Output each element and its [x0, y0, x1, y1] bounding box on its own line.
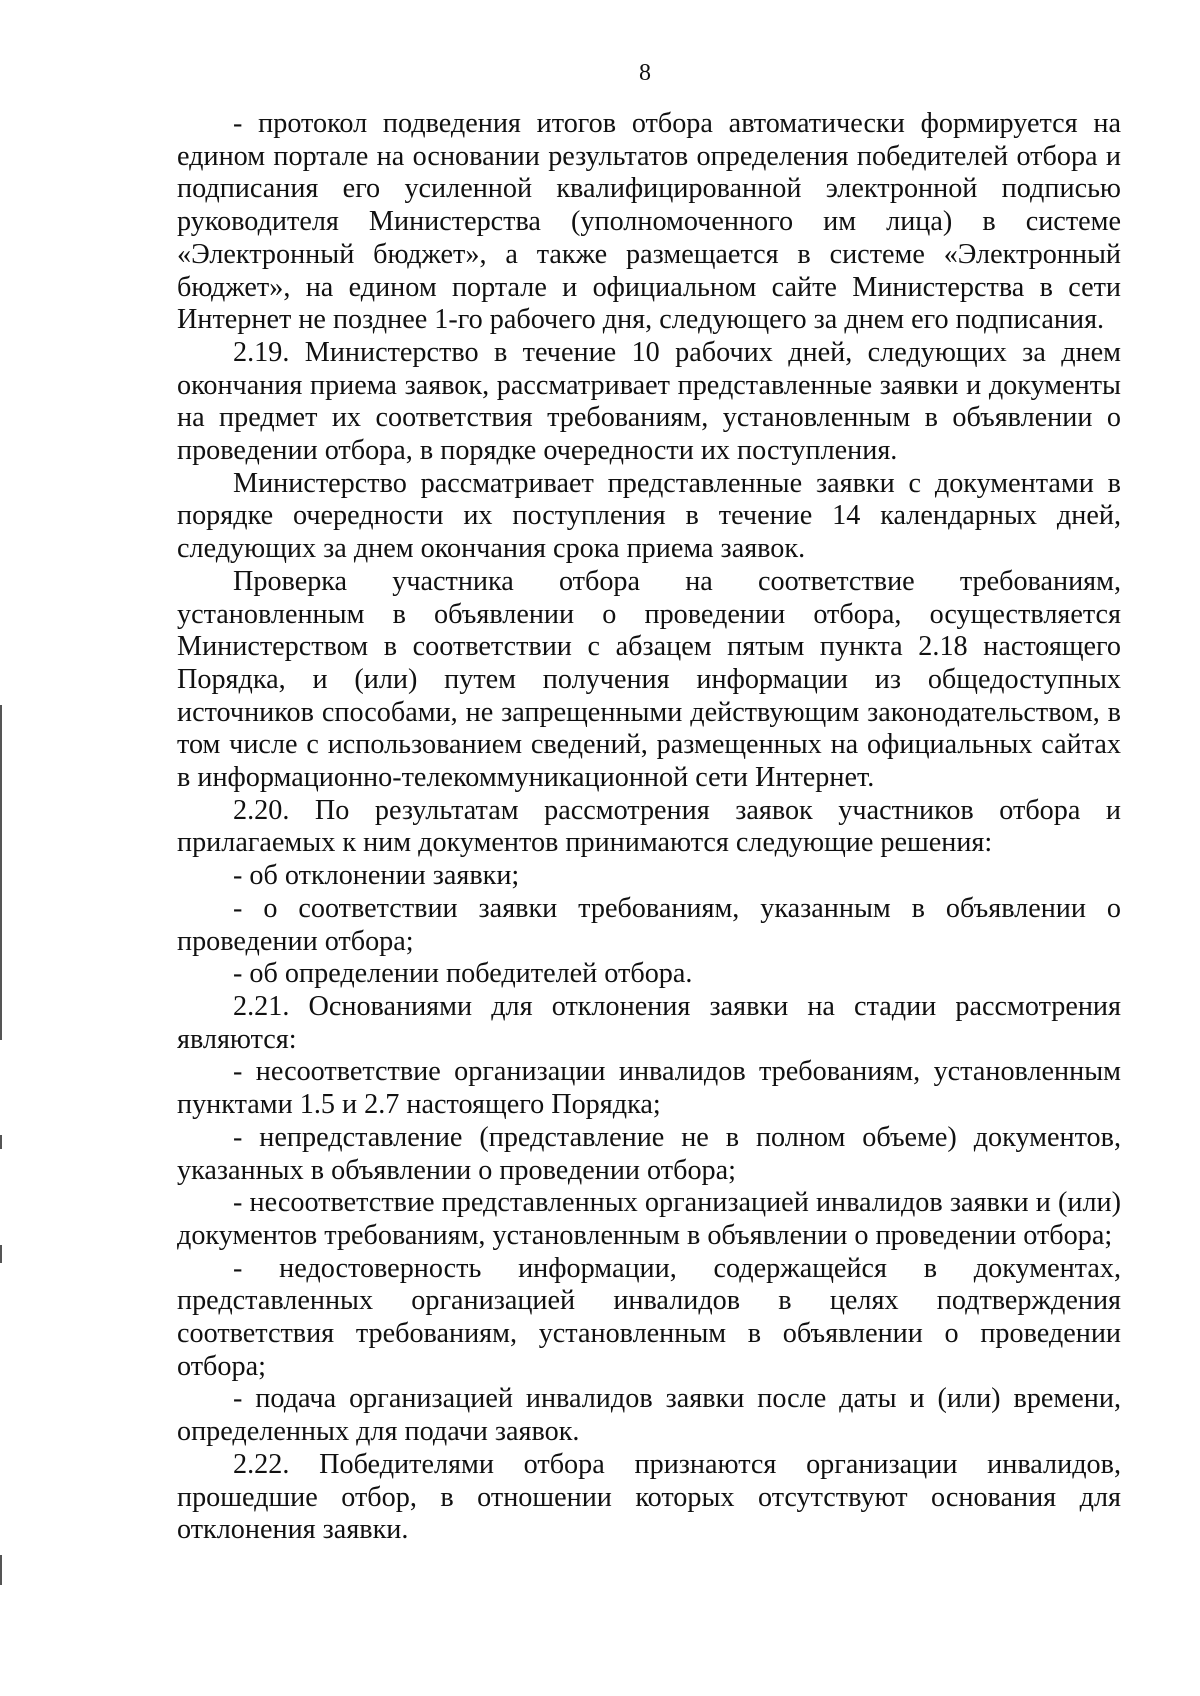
scan-edge-tick: [0, 1245, 2, 1263]
scan-edge-tick: [0, 1135, 2, 1149]
paragraph-2-21: 2.21. Основаниями для отклонения заявки на стадии рассмотрения являются:: [177, 990, 1121, 1055]
paragraph-2-20: 2.20. По результатам рассмотрения заявок участников отбора и прилагаемых к ним документов принимаются следующие решения:: [177, 794, 1121, 859]
scan-edge-tick: [0, 1555, 2, 1585]
paragraph-protocol: - протокол подведения итогов отбора автоматически формируется на едином портале на основании результатов определения победителей отбора и подписания его усиленной квалифицированной электронной подписью руководителя Министерства (уполномоченного им лица) в системе «Электронный бюджет», а также размещается в системе «Электронный бюджет», на едином портале и официальном сайте Министерства в сети Интернет не позднее 1-го рабочего дня, следующего за днем его подписания.: [177, 108, 1121, 336]
document-body: [177, 108, 1121, 1547]
decision-winners: - об определении победителей отбора.: [233, 958, 693, 990]
reason-unreliable-information: - недостоверность информации, содержащейся в документах, представленных организацией инвалидов в целях подтверждения соответствия требованиям, установленным в объявлении о проведении отбора;: [177, 1252, 1121, 1382]
reason-noncompliance-documents: - несоответствие представленных организацией инвалидов заявки и (или) документов требованиям, установленным в объявлении о проведении отбора;: [177, 1187, 1121, 1251]
decision-reject: - об отклонении заявки;: [233, 860, 520, 892]
reason-late-submission: - подача организацией инвалидов заявки после даты и (или) времени, определенных для подачи заявок.: [177, 1383, 1121, 1448]
paragraph-2-19: 2.19. Министерство в течение 10 рабочих дней, следующих за днем окончания приема заявок, рассматривает представленные заявки и документы на предмет их соответствия требованиям, установленным в объявлении о проведении отбора, в порядке очередности их поступления.: [177, 336, 1121, 467]
paragraph-2-22: 2.22. Победителями отбора признаются организации инвалидов, прошедшие отбор, в отношении которых отсутствуют основания для отклонения заявки.: [177, 1448, 1121, 1546]
scan-edge-line: [0, 705, 2, 1040]
reason-noncompliance-organization: - несоответствие организации инвалидов требованиям, установленным пунктами 1.5 и 2.7 настоящего Порядка;: [177, 1056, 1121, 1121]
decision-compliance: - о соответствии заявки требованиям, указанным в объявлении о проведении отбора;: [177, 892, 1121, 957]
paragraph-review-term: Министерство рассматривает представленные заявки с документами в порядке очередности их поступления в течение 14 календарных дней, следующих за днем окончания срока приема заявок.: [177, 467, 1121, 565]
reason-missing-documents: - непредставление (представление не в полном объеме) документов, указанных в объявлении о проведении отбора;: [177, 1121, 1121, 1186]
page-number: 8: [639, 60, 651, 86]
paragraph-participant-check: Проверка участника отбора на соответствие требованиям, установленным в объявлении о проведении отбора, осуществляется Министерством в соответствии с абзацем пятым пункта 2.18 настоящего Порядка, и (или) путем получения информации из общедоступных источников способами, не запрещенными действующим законодательством, в том числе с использованием сведений, размещенных на официальных сайтах в информационно-телекоммуникационной сети Интернет.: [177, 565, 1121, 794]
